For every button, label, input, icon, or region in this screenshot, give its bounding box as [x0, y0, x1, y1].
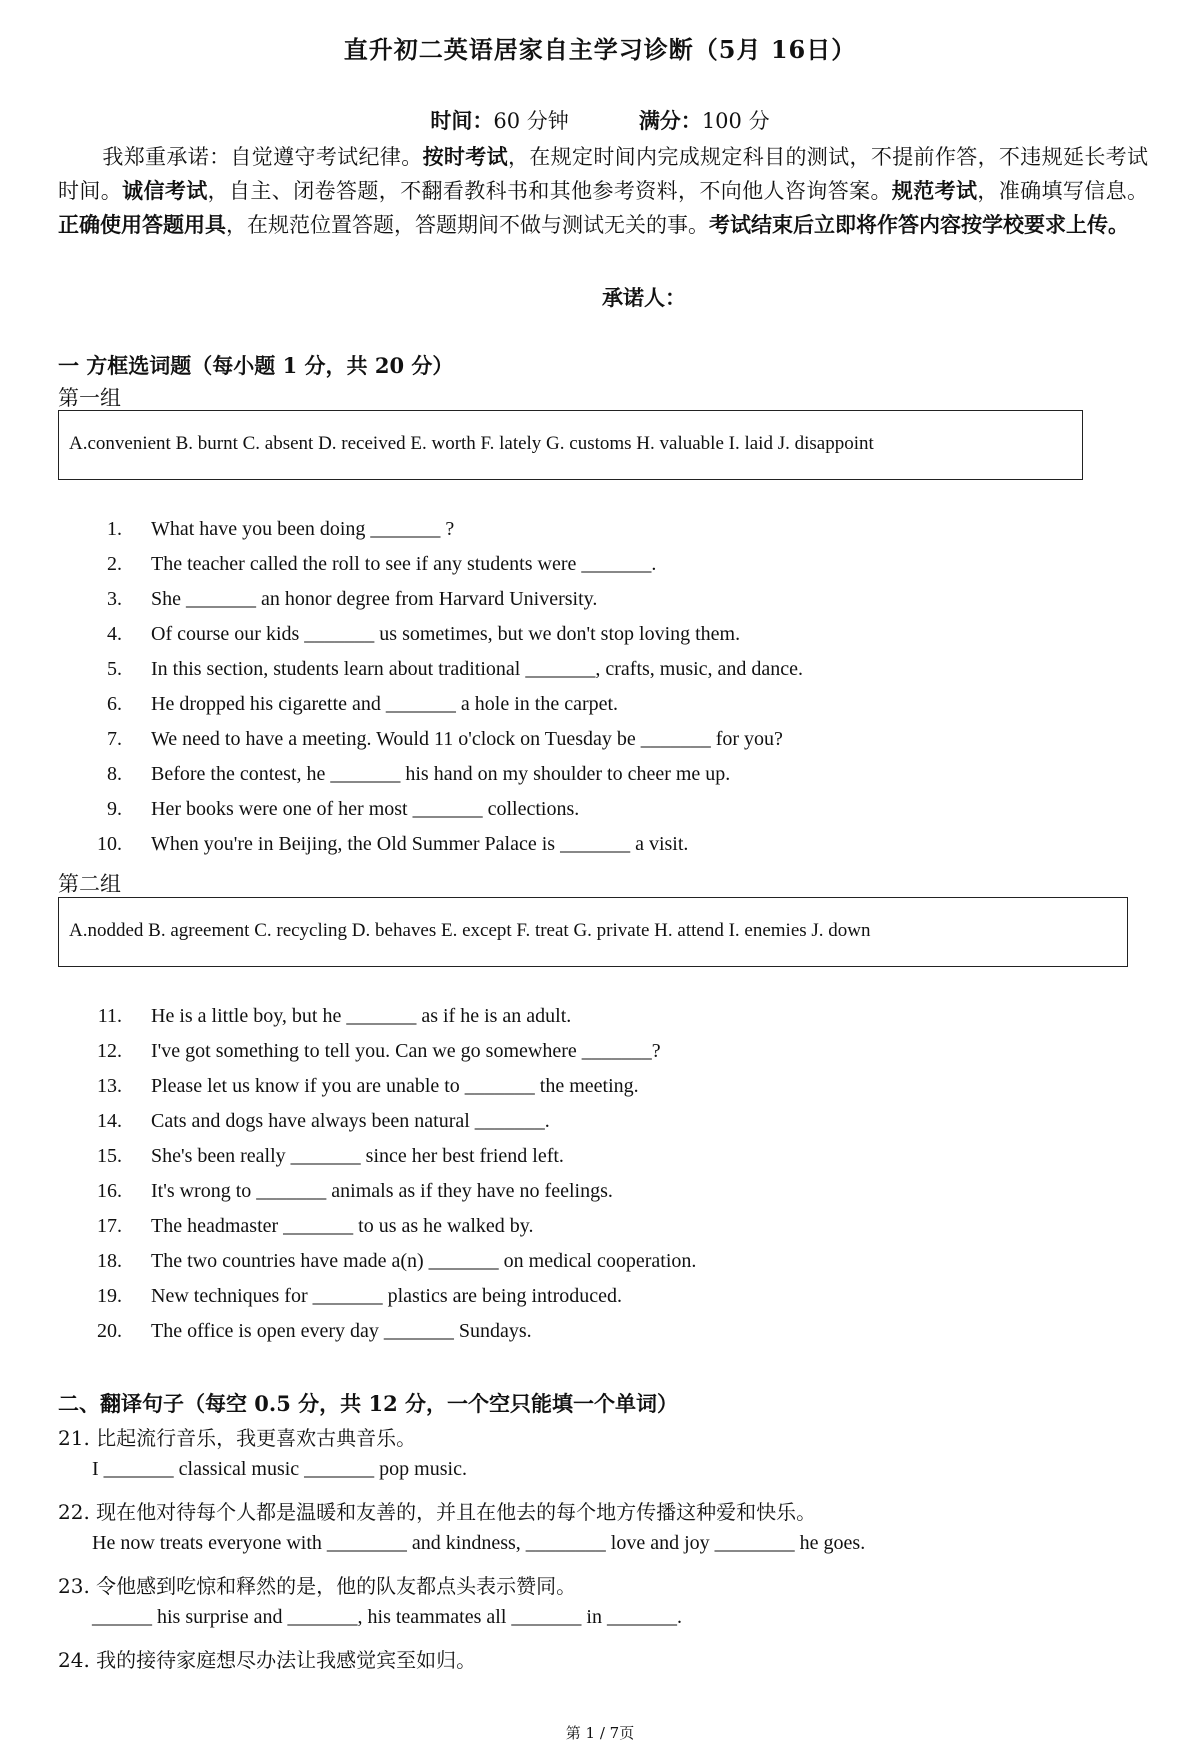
question-number: 2. — [107, 553, 122, 575]
translation-chinese-sentence: 24. 我的接待家庭想尽办法让我感觉宾至如归。 — [58, 1648, 477, 1672]
question-number: 6. — [107, 693, 122, 715]
pledge-bold-4: 正确使用答题用具 — [58, 212, 226, 237]
question-number: 7. — [107, 728, 122, 750]
question-item — [0, 1285, 1200, 1313]
question-number: 17. — [97, 1215, 122, 1237]
question-item — [0, 763, 1200, 791]
exam-meta — [0, 105, 1200, 135]
question-number: 14. — [97, 1110, 122, 1132]
pledge-bold-3: 规范考试 — [891, 178, 978, 203]
pledge-signer-label: 承诺人： — [602, 285, 686, 310]
question-number: 11. — [97, 1005, 122, 1027]
question-number: 4. — [107, 623, 122, 645]
question-text: He dropped his cigarette and _______ a hole in the carpet. — [151, 693, 619, 715]
question-text: Of course our kids _______ us sometimes, but we don't stop loving them. — [151, 623, 741, 645]
pledge-text-3: ，自主、闭卷答题，不翻看教科书和其他参考资料，不向他人咨询答案。 — [207, 179, 892, 203]
time-value: 60 分钟 — [493, 109, 569, 133]
question-text: In this section, students learn about traditional _______, crafts, music, and dance. — [151, 658, 804, 680]
question-text: He is a little boy, but he _______ as if he is an adult. — [151, 1005, 572, 1027]
question-number: 15. — [97, 1145, 122, 1167]
question-item — [0, 553, 1200, 581]
question-text: The teacher called the roll to see if any students were _______. — [151, 553, 657, 575]
pledge-bold-2: 诚信考试 — [122, 178, 208, 203]
question-item — [0, 588, 1200, 616]
question-item — [0, 1005, 1200, 1033]
group1-word-bank: A.convenient B. burnt C. absent D. received E. worth F. lately G. customs H. valuable I. laid J. disappoint — [58, 410, 1083, 480]
question-text: She's been really _______ since her best friend left. — [151, 1145, 564, 1167]
question-item — [0, 1215, 1200, 1243]
question-item — [0, 693, 1200, 721]
question-text: The two countries have made a(n) _______ on medical cooperation. — [151, 1250, 697, 1272]
question-text: When you're in Beijing, the Old Summer Palace is _______ a visit. — [151, 833, 689, 855]
question-item — [0, 1250, 1200, 1278]
question-text: I've got something to tell you. Can we go somewhere _______? — [151, 1040, 661, 1062]
page-footer: 第 1 / 7页 — [565, 1724, 635, 1742]
question-number: 1. — [107, 518, 122, 540]
question-number: 16. — [97, 1180, 122, 1202]
page-title: 直升初二英语居家自主学习诊断（5月 16日） — [343, 35, 857, 64]
translation-chinese-sentence: 22. 现在他对待每个人都是温暖和友善的，并且在他去的每个地方传播这种爱和快乐。 — [58, 1500, 817, 1524]
pledge-text-1: 我郑重承诺：自觉遵守考试纪律。 — [102, 145, 423, 169]
question-number: 18. — [97, 1250, 122, 1272]
question-number: 10. — [97, 833, 122, 855]
group2-word-bank: A.nodded B. agreement C. recycling D. behaves E. except F. treat G. private H. attend I. enemies J. down — [58, 897, 1128, 967]
question-text: She _______ an honor degree from Harvard University. — [151, 588, 598, 610]
pledge-bold-1: 按时考试 — [422, 144, 508, 169]
question-text: We need to have a meeting. Would 11 o'clock on Tuesday be _______ for you? — [151, 728, 783, 750]
time-label: 时间： — [430, 108, 494, 133]
group1-label: 第一组 — [58, 386, 121, 410]
score-value: 100 分 — [701, 109, 770, 133]
question-item — [0, 518, 1200, 546]
question-number: 9. — [107, 798, 122, 820]
question-item — [0, 1110, 1200, 1138]
question-text: It's wrong to _______ animals as if they have no feelings. — [151, 1180, 613, 1202]
question-item — [0, 798, 1200, 826]
question-text: New techniques for _______ plastics are being introduced. — [151, 1285, 622, 1307]
score-label: 满分： — [638, 108, 702, 133]
question-number: 3. — [107, 588, 122, 610]
pledge-text-4: ，准确填写信息。 — [977, 179, 1149, 203]
question-text: What have you been doing _______ ? — [151, 518, 455, 540]
question-item — [0, 1145, 1200, 1173]
honesty-pledge — [58, 140, 1148, 242]
translation-chinese-sentence: 23. 令他感到吃惊和释然的是，他的队友都点头表示赞同。 — [58, 1574, 577, 1598]
question-number: 8. — [107, 763, 122, 785]
question-text: The office is open every day _______ Sundays. — [151, 1320, 532, 1342]
question-text: Before the contest, he _______ his hand on my shoulder to cheer me up. — [151, 763, 731, 785]
question-item — [0, 1075, 1200, 1103]
translation-chinese-sentence: 21. 比起流行音乐，我更喜欢古典音乐。 — [58, 1426, 417, 1450]
section2-heading: 二、翻译句子（每空 0.5 分，共 12 分，一个空只能填一个单词） — [58, 1391, 679, 1416]
question-item — [0, 1040, 1200, 1068]
pledge-text-2: ，在规定时间内完成规定科目的测试，不提前作答，不违规延长考试时间。 — [58, 145, 1149, 203]
section1-heading: 一 方框选词题（每小题 1 分，共 20 分） — [58, 353, 454, 378]
translation-english-blank-line: ______ his surprise and _______, his teammates all _______ in _______. — [92, 1606, 682, 1628]
question-text: Her books were one of her most _______ collections. — [151, 798, 580, 820]
question-text: Cats and dogs have always been natural _______. — [151, 1110, 550, 1132]
group2-label: 第二组 — [58, 872, 121, 896]
question-text: Please let us know if you are unable to _______ the meeting. — [151, 1075, 639, 1097]
question-number: 5. — [107, 658, 122, 680]
question-item — [0, 1320, 1200, 1348]
question-item — [0, 658, 1200, 686]
question-number: 13. — [97, 1075, 122, 1097]
question-text: The headmaster _______ to us as he walked by. — [151, 1215, 534, 1237]
question-item — [0, 623, 1200, 651]
translation-english-blank-line: He now treats everyone with ________ and kindness, ________ love and joy ________ he goes. — [92, 1532, 866, 1554]
translation-english-blank-line: I _______ classical music _______ pop music. — [92, 1458, 467, 1480]
question-item — [0, 728, 1200, 756]
question-number: 20. — [97, 1320, 122, 1342]
question-number: 12. — [97, 1040, 122, 1062]
pledge-text-5: ，在规范位置答题，答题期间不做与测试无关的事。 — [226, 213, 709, 237]
pledge-bold-5: 考试结束后立即将作答内容按学校要求上传。 — [709, 212, 1129, 237]
question-item — [0, 1180, 1200, 1208]
question-item — [0, 833, 1200, 861]
question-number: 19. — [97, 1285, 122, 1307]
